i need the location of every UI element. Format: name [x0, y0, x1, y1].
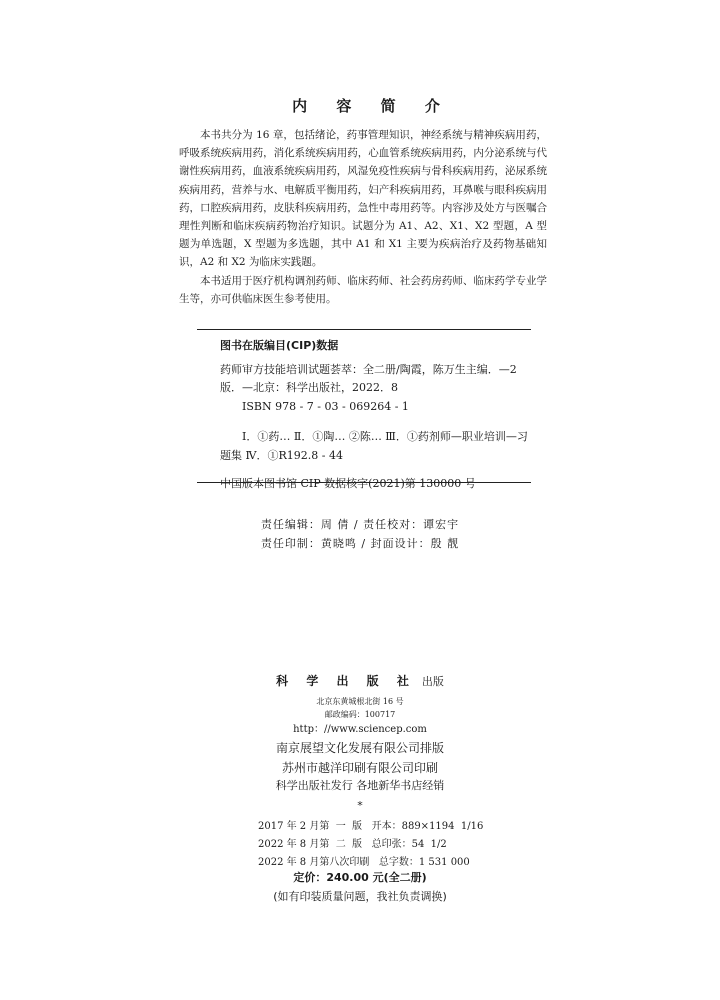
editor-line: 责任编辑：周 倩 / 责任校对：谭宏宇 [260, 518, 460, 531]
distributor: 科学出版社发行 各地新华书店经销 [275, 779, 445, 792]
cip-bottom-rule [197, 482, 531, 483]
content-summary [179, 126, 547, 308]
publisher-postcode: 邮政编码：100717 [324, 710, 396, 719]
edition-row: 2022 年 8 月第八次印刷 总字数：1 531 000 [258, 857, 470, 868]
publisher-url: http：//www.sciencep.com [293, 724, 427, 735]
edition-row: 2022 年 8 月第 二 版 总印张：54 1/2 [258, 839, 447, 850]
page-title: 内 容 简 介 [292, 97, 452, 115]
summary-paragraph: 本书共分为 16 章，包括绪论，药事管理知识，神经系统与精神疾病用药，呼吸系统疾病用药，消化系统疾病用药，心血管系统疾病用药，内分泌系统与代谢性疾病用药，血液系统疾病用药，风湿免疫性疾病与骨科疾病用药，泌尿系统疾病用药，营养与水、电解质平衡用药，妇产科疾病用药，耳鼻喉与眼科疾病用药，口腔疾病用药，皮肤科疾病用药，急性中毒用药等。内容涉及处方与医嘱合理性判断和临床疾病药物治疗知识。试题分为 A1、A2、X1、X2 型题，A 型题为单选题，X 型题为多选题，其中 A1 和 X1 主要为疾病治疗及药物基础知识，A2 和 X2 为临床实践题。 [179, 129, 547, 269]
edition-row: 2017 年 2 月第 一 版 开本：889×1194 1/16 [258, 821, 484, 832]
typesetter: 南京展望文化发展有限公司排版 [275, 741, 444, 755]
price-label: 定价：240.00 元(全二册) [293, 871, 427, 884]
separator-star: * [357, 799, 363, 812]
printer: 苏州市越洋印刷有限公司印刷 [281, 761, 438, 775]
summary-paragraph: 本书适用于医疗机构调剂药师、临床药师、社会药房药师、临床药学专业学生等，亦可供临床医生参考使用。 [179, 274, 547, 305]
cip-isbn: ISBN 978 - 7 - 03 - 069264 - 1 [242, 399, 409, 413]
price-block [0, 868, 720, 906]
editor-credits [0, 515, 720, 553]
editor-line: 责任印制：黄晓鸣 / 封面设计：殷 靓 [260, 537, 460, 550]
publisher-line [0, 673, 720, 690]
quality-note: (如有印装质量问题，我社负责调换) [273, 890, 447, 903]
cip-top-rule [197, 329, 531, 330]
cip-block [220, 337, 532, 493]
imprint-block [0, 673, 720, 814]
publisher-name: 科 学 出 版 社 [276, 674, 416, 688]
edition-info [258, 818, 483, 872]
cip-heading: 图书在版编目(CIP)数据 [220, 339, 339, 352]
cip-number: 中国版本图书馆 CIP 数据核字(2021)第 130000 号 [220, 476, 476, 490]
cip-entry: 药师审方技能培训试题荟萃：全二册/陶霞，陈万生主编．—2 版．—北京：科学出版社，2022．8 [220, 362, 517, 395]
publisher-suffix: 出版 [421, 675, 444, 688]
publisher-address: 北京东黄城根北街 16 号 [316, 697, 404, 706]
cip-classification: Ⅰ．①药… Ⅱ．①陶… ②陈… Ⅲ．①药剂师—职业培训—习题集 Ⅳ．①R192.8 - 44 [220, 430, 528, 462]
